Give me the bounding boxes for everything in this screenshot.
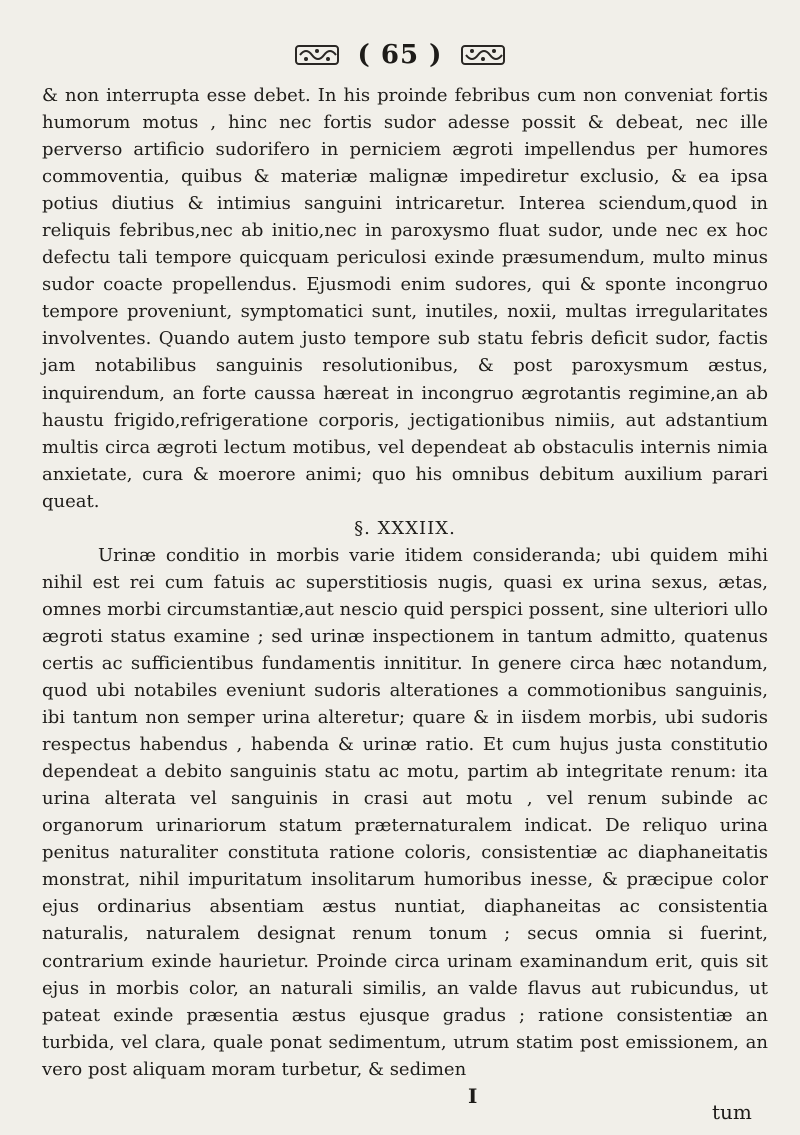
signature-mark: I — [468, 1084, 478, 1108]
paragraph: Urinæ conditio in morbis varie itidem consideranda; ubi quidem mihi nihil est rei cum fatuis ac superstitiosis nugis, quasi ex urina sexus, ætas, omnes morbi circumstantiæ,aut nescio quid perspici possent, sine ulteriori ullo ægroti status examine ; sed urinæ inspectionem in tantum admitto, quatenus certis ac sufficientibus fundamentis innititur. In genere circa hæc notandum, quod ubi notabiles eveniunt sudoris alterationes a commotionibus sanguinis, ibi tantum non semper urina alteretur; quare & in iisdem morbis, ubi sudoris respectus habendus , habenda & urinæ ratio. Et cum hujus justa constitutio dependeat a debito sanguinis statu ac motu, partim ab integritate renum: ita urina alterata vel sanguinis in crasi aut motu , vel renum subinde ac organorum urinariorum statum præternaturalem indicat. De reliquo urina penitus naturaliter constituta ratione coloris, consistentiæ ac diaphaneitatis monstrat, nihil impuritatum insolitarum humoribus inesse, & præcipue color ejus ordinarius absentiam æstus nuntiat, diaphaneitas ac consistentia naturalis, naturalem designat renum tonum ; secus omnia si fuerint, contrarium exinde haurietur. Proinde circa urinam examinandum erit, quis sit ejus in morbis color, an naturali similis, an valde flavus aut rubicundus, ut pateat exinde præsentia æstus ejusque gradus ; ratione consistentiæ an turbida, vel clara, quale ponat sedimentum, utrum statim post emissionem, an vero post aliquam moram turbetur, & sedimen — [42, 544, 768, 1080]
page-number: ( 65 ) — [357, 40, 443, 70]
page-body — [42, 82, 768, 1083]
catchword: tum — [712, 1100, 752, 1124]
section-heading: §. XXXIIX. — [354, 517, 456, 539]
left-ornament-icon — [294, 43, 340, 67]
right-ornament-icon — [460, 43, 506, 67]
paragraph: & non interrupta esse debet. In his proinde febribus cum non conveniat fortis humorum motus , hinc nec fortis sudor adesse possit & debeat, nec ille perverso artificio sudorifero in perniciem ægroti impellendus per humores commoventia, quibus & materiæ malignæ impediretur exclusio, & ea ipsa potius diutius & intimius sanguini intricaretur. Interea sciendum,quod in reliquis febribus,nec ab initio,nec in paroxysmo fluat sudor, unde nec ex hoc defectu tali tempore quicquam periculosi exinde præsumendum, multo minus sudor coacte propellendus. Ejusmodi enim sudores, qui & sponte incongruo tempore proveniunt, symptomatici sunt, inutiles, noxii, multas irregularitates involventes. Quando autem justo tempore sub statu febris deficit sudor, factis jam notabilibus sanguinis resolutionibus, & post paroxysmum æstus, inquirendum, an forte caussa hæreat in incongruo ægrotantis regimine,an ab haustu frigido,refrigeratione corporis, jectigationibus nimiis, aut adstantium multis circa ægroti lectum motibus, vel dependeat ab obstaculis internis nimia anxietate, cura & moerore animi; quo his omnibus debitum auxilium parari queat. — [42, 85, 768, 512]
page-header — [0, 40, 800, 70]
